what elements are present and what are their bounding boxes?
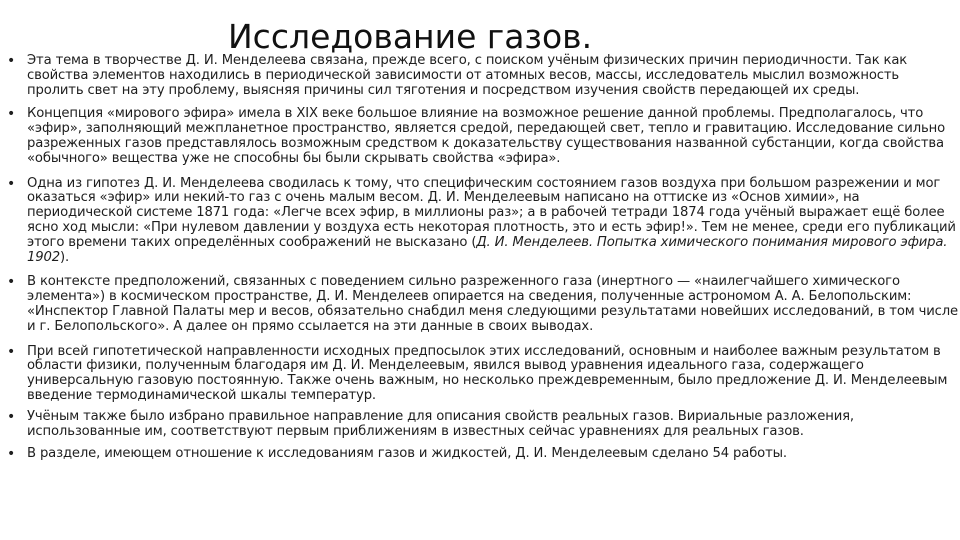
bullet-text: Одна из гипотез Д. И. Менделеева сводилась к тому, что специфическим состоянием газов воздуха при большом разрежении и мог оказаться «эфир» или некий-то газ с очень малым весом. Д. И. Менделеевым написано на оттиске из «Основ химии», на периодической системе 1871 года: «Легче всех эфир, в миллионы раз»; а в рабочей тетради 1874 года учёный выражает ещё более ясно ход мысли: «При нулевом давлении у воздуха есть некоторая плотность, это и есть эфир!». Тем не менее, среди его публикаций этого времени таких определённых соображений не высказано (	[27, 175, 956, 250]
bullet-dot-icon: •	[6, 343, 16, 360]
bullet-dot-icon: •	[6, 446, 16, 463]
bullet-text: Учёным также было избрано правильное направление для описания свойств реальных газов. Вириальные разложения, использованные им, соответствуют первым приближениям в известных сейчас уравнениях для реальных газов.	[27, 408, 854, 439]
bullet-citation: Д. И. Менделеев. Попытка химического понимания мирового эфира. 1902	[27, 234, 948, 265]
bullet-item-2	[0, 107, 958, 166]
bullet-text-end: ).	[59, 249, 70, 265]
bullet-dot-icon: •	[6, 53, 16, 69]
bullet-item-1	[0, 54, 958, 98]
bullet-dot-icon: •	[6, 175, 16, 192]
bullet-item-5	[0, 345, 958, 404]
bullet-dot-icon: •	[6, 274, 16, 291]
bullet-list	[0, 54, 958, 472]
bullet-item-4	[0, 275, 958, 334]
bullet-item-3	[0, 177, 958, 266]
bullet-text: В разделе, имеющем отношение к исследованиям газов и жидкостей, Д. И. Менделеевым сделано 54 работы.	[27, 446, 787, 462]
bullet-dot-icon: •	[6, 106, 16, 123]
bullet-text: В контексте предположений, связанных с поведением сильно разреженного газа (инертного — «наилегчайшего химического элемента») в космическом пространстве, Д. И. Менделеев опирается на сведения, полученные астрономом А. А. Белопольским: «Инспектор Главной Палаты мер и весов, обязательно снабдил меня следующими результатами новейших исследований, в том числе и г. Белопольского». А далее он прямо ссылается на эти данные в своих выводах.	[27, 274, 959, 334]
bullet-text: При всей гипотетической направленности исходных предпосылок этих исследований, основным и наиболее важным результатом в области физики, полученным благодаря им Д. И. Менделеевым, явился вывод уравнения идеального газа, содержащего универсальную газовую постоянную. Также очень важным, но несколько преждевременным, было предложение Д. И. Менделеевым введение термодинамической шкалы температур.	[27, 343, 948, 403]
slide-title: Исследование газов.	[228, 17, 593, 56]
bullet-text: Концепция «мирового эфира» имела в XIX веке большое влияние на возможное решение данной проблемы. Предполагалось, что «эфир», заполняющий межпланетное пространство, является средой, передающей свет, тепло и гравитацию. Исследование сильно разреженных газов представлялось возможным средством к доказательству существования названной субстанции, когда свойства «обычного» вещества уже не способны бы были скрывать свойства «эфира».	[27, 106, 945, 166]
bullet-text: Эта тема в творчестве Д. И. Менделеева связана, прежде всего, с поиском учёным физических причин периодичности. Так как свойства элементов находились в периодической зависимости от атомных весов, массы, исследователь мыслил возможность пролить свет на эту проблему, выясняя причины сил тяготения и посредством изучения свойств передающей их среды.	[27, 53, 908, 98]
bullet-item-6	[0, 410, 958, 440]
bullet-dot-icon: •	[6, 408, 16, 425]
bullet-item-7	[0, 447, 958, 462]
